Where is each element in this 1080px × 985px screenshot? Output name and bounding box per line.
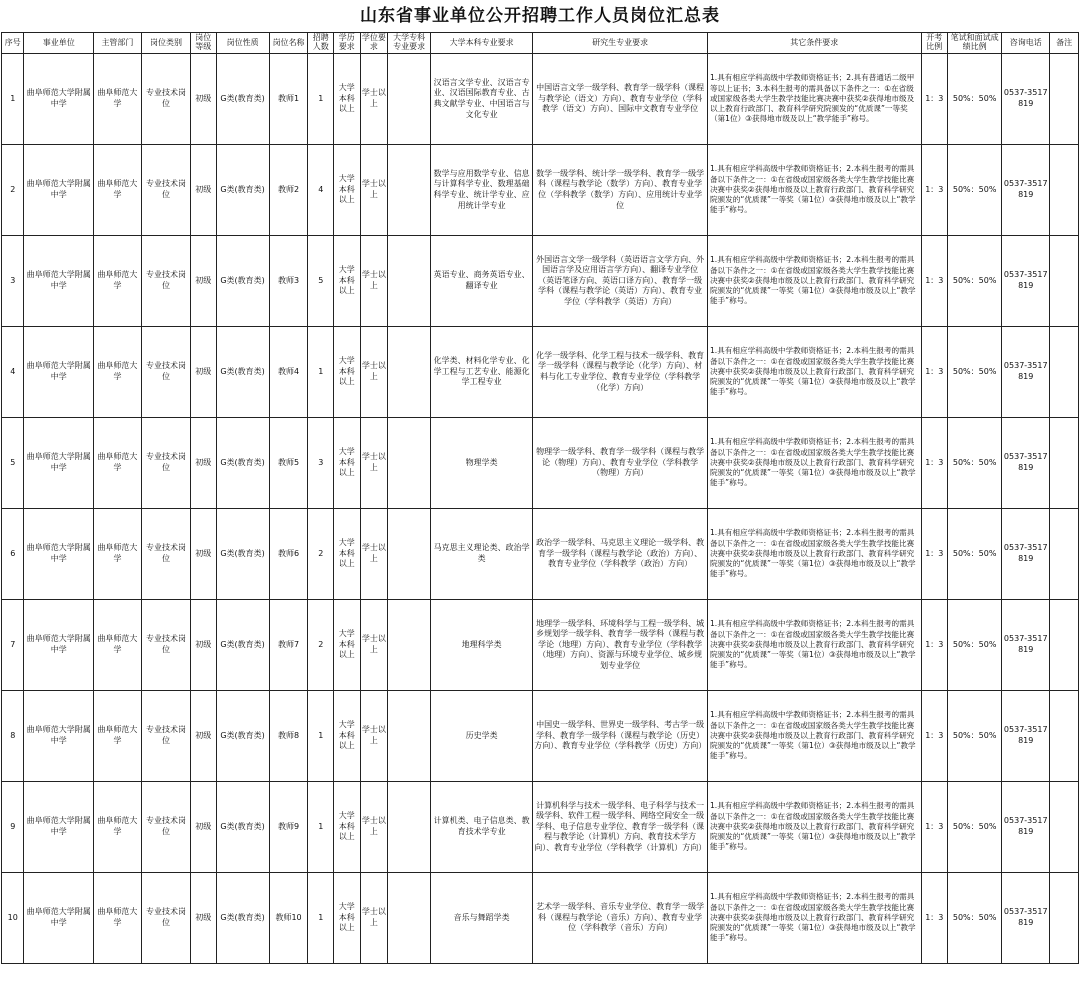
table-row [2, 54, 1079, 145]
header-edu: 学历要求 [334, 33, 361, 54]
cell-degree: 学士以上 [360, 418, 388, 509]
cell-post: 教师7 [269, 600, 308, 691]
table-row [2, 782, 1079, 873]
cell-phone: 0537-3517819 [1002, 691, 1050, 782]
cell-grad: 艺术学一级学科、音乐专业学位、教育学一级学科（课程与教学论（音乐）方向）、教育专业学位（学科教学（音乐）方向） [533, 873, 708, 964]
cell-phone: 0537-3517819 [1002, 600, 1050, 691]
cell-category: 专业技术岗位 [141, 509, 190, 600]
cell-unit: 曲阜师范大学附属中学 [24, 600, 93, 691]
cell-count: 1 [308, 327, 334, 418]
cell-college [388, 691, 431, 782]
cell-seq: 4 [2, 327, 24, 418]
cell-edu: 大学本科以上 [334, 418, 361, 509]
cell-unit: 曲阜师范大学附属中学 [24, 873, 93, 964]
header-degree: 学位要求 [360, 33, 388, 54]
cell-college [388, 782, 431, 873]
cell-grad: 物理学一级学科、教育学一级学科（课程与教学论（物理）方向）、教育专业学位（学科教学（物理）方向） [533, 418, 708, 509]
cell-bachelor: 化学类、材料化学专业、化学工程与工艺专业、能源化学工程专业 [431, 327, 533, 418]
cell-unit: 曲阜师范大学附属中学 [24, 327, 93, 418]
cell-remark [1050, 782, 1079, 873]
cell-category: 专业技术岗位 [141, 418, 190, 509]
header-phone: 咨询电话 [1002, 33, 1050, 54]
cell-count: 1 [308, 691, 334, 782]
cell-seq: 5 [2, 418, 24, 509]
cell-weight: 50%：50% [948, 236, 1002, 327]
cell-unit: 曲阜师范大学附属中学 [24, 509, 93, 600]
cell-grad: 中国史一级学科、世界史一级学科、考古学一级学科、教育学一级学科（课程与教学论（历史）方向）、教育专业学位（学科教学（历史）方向） [533, 691, 708, 782]
cell-college [388, 873, 431, 964]
cell-category: 专业技术岗位 [141, 236, 190, 327]
cell-level: 初级 [191, 327, 217, 418]
cell-degree: 学士以上 [360, 236, 388, 327]
header-grad: 研究生专业要求 [533, 33, 708, 54]
cell-level: 初级 [191, 600, 217, 691]
cell-dept: 曲阜师范大学 [93, 327, 141, 418]
cell-post: 教师2 [269, 145, 308, 236]
table-row [2, 236, 1079, 327]
cell-college [388, 509, 431, 600]
cell-grad: 中国语言文学一级学科、教育学一级学科（课程与教学论（语文）方向）、教育专业学位（学科教学（语文）方向）、国际中文教育专业学位 [533, 54, 708, 145]
cell-seq: 3 [2, 236, 24, 327]
header-other: 其它条件要求 [707, 33, 921, 54]
cell-dept: 曲阜师范大学 [93, 873, 141, 964]
cell-nature: G类(教育类) [216, 691, 269, 782]
cell-unit: 曲阜师范大学附属中学 [24, 691, 93, 782]
cell-category: 专业技术岗位 [141, 691, 190, 782]
cell-nature: G类(教育类) [216, 418, 269, 509]
cell-weight: 50%：50% [948, 145, 1002, 236]
cell-other: 1.具有相应学科高级中学教师资格证书；2.具有普通话二级甲等以上证书；3.本科生报考的需具备以下条件之一：①在省级或国家级各类大学生教学技能比赛决赛中获奖②获得地市级及以上教育行政部门、教育科学研究院颁发的“优质课”一等奖（第1位）③获得地市级及以上“教学能手”称号。 [707, 54, 921, 145]
cell-post: 教师5 [269, 418, 308, 509]
cell-weight: 50%：50% [948, 327, 1002, 418]
cell-level: 初级 [191, 873, 217, 964]
cell-college [388, 600, 431, 691]
cell-ratio: 1：3 [921, 236, 948, 327]
cell-phone: 0537-3517819 [1002, 145, 1050, 236]
cell-level: 初级 [191, 782, 217, 873]
cell-level: 初级 [191, 691, 217, 782]
cell-ratio: 1：3 [921, 509, 948, 600]
cell-college [388, 145, 431, 236]
cell-unit: 曲阜师范大学附属中学 [24, 54, 93, 145]
cell-edu: 大学本科以上 [334, 54, 361, 145]
cell-ratio: 1：3 [921, 691, 948, 782]
table-row [2, 509, 1079, 600]
cell-remark [1050, 327, 1079, 418]
cell-level: 初级 [191, 418, 217, 509]
cell-phone: 0537-3517819 [1002, 236, 1050, 327]
cell-weight: 50%：50% [948, 873, 1002, 964]
cell-ratio: 1：3 [921, 782, 948, 873]
cell-level: 初级 [191, 145, 217, 236]
cell-grad: 化学一级学科、化学工程与技术一级学科、教育学一级学科（课程与教学论（化学）方向）、材料与化工专业学位、教育专业学位（学科教学（化学）方向） [533, 327, 708, 418]
cell-degree: 学士以上 [360, 145, 388, 236]
cell-edu: 大学本科以上 [334, 509, 361, 600]
cell-nature: G类(教育类) [216, 509, 269, 600]
cell-degree: 学士以上 [360, 691, 388, 782]
header-count: 招聘人数 [308, 33, 334, 54]
cell-degree: 学士以上 [360, 782, 388, 873]
cell-dept: 曲阜师范大学 [93, 54, 141, 145]
cell-category: 专业技术岗位 [141, 873, 190, 964]
cell-grad: 外国语言文学一级学科（英语语言文学方向、外国语言学及应用语言学方向）、翻译专业学位（英语笔译方向、英语口译方向）、教育学一级学科（课程与教学论（英语）方向）、教育专业学位（学科教学（英语）方向） [533, 236, 708, 327]
cell-post: 教师3 [269, 236, 308, 327]
cell-bachelor: 历史学类 [431, 691, 533, 782]
cell-dept: 曲阜师范大学 [93, 600, 141, 691]
cell-bachelor: 英语专业、商务英语专业、翻译专业 [431, 236, 533, 327]
cell-dept: 曲阜师范大学 [93, 782, 141, 873]
cell-count: 5 [308, 236, 334, 327]
page-title: 山东省事业单位公开招聘工作人员岗位汇总表 [360, 6, 720, 26]
cell-seq: 6 [2, 509, 24, 600]
cell-bachelor: 汉语言文学专业、汉语言专业、汉语国际教育专业、古典文献学专业、中国语言与文化专业 [431, 54, 533, 145]
cell-other: 1.具有相应学科高级中学教师资格证书；2.本科生报考的需具备以下条件之一：①在省级或国家级各类大学生教学技能比赛决赛中获奖②获得地市级及以上教育行政部门、教育科学研究院颁发的“优质课”一等奖（第1位）③获得地市级及以上“教学能手”称号。 [707, 509, 921, 600]
cell-remark [1050, 691, 1079, 782]
cell-bachelor: 物理学类 [431, 418, 533, 509]
cell-nature: G类(教育类) [216, 236, 269, 327]
cell-remark [1050, 54, 1079, 145]
cell-dept: 曲阜师范大学 [93, 145, 141, 236]
cell-remark [1050, 509, 1079, 600]
cell-phone: 0537-3517819 [1002, 509, 1050, 600]
header-remark: 备注 [1050, 33, 1079, 54]
cell-phone: 0537-3517819 [1002, 782, 1050, 873]
cell-seq: 7 [2, 600, 24, 691]
cell-edu: 大学本科以上 [334, 600, 361, 691]
cell-phone: 0537-3517819 [1002, 873, 1050, 964]
cell-remark [1050, 418, 1079, 509]
cell-bachelor: 地理科学类 [431, 600, 533, 691]
cell-nature: G类(教育类) [216, 145, 269, 236]
cell-degree: 学士以上 [360, 509, 388, 600]
header-dept: 主管部门 [93, 33, 141, 54]
cell-nature: G类(教育类) [216, 600, 269, 691]
header-seq: 序号 [2, 33, 24, 54]
cell-degree: 学士以上 [360, 873, 388, 964]
cell-count: 1 [308, 873, 334, 964]
cell-category: 专业技术岗位 [141, 327, 190, 418]
cell-dept: 曲阜师范大学 [93, 691, 141, 782]
header-college: 大学专科专业要求 [388, 33, 431, 54]
cell-ratio: 1：3 [921, 600, 948, 691]
header-category: 岗位类别 [141, 33, 190, 54]
header-row [2, 33, 1079, 54]
cell-ratio: 1：3 [921, 418, 948, 509]
cell-edu: 大学本科以上 [334, 145, 361, 236]
cell-seq: 1 [2, 54, 24, 145]
cell-dept: 曲阜师范大学 [93, 236, 141, 327]
cell-level: 初级 [191, 509, 217, 600]
cell-count: 3 [308, 418, 334, 509]
cell-remark [1050, 600, 1079, 691]
cell-other: 1.具有相应学科高级中学教师资格证书；2.本科生报考的需具备以下条件之一：①在省级或国家级各类大学生教学技能比赛决赛中获奖②获得地市级及以上教育行政部门、教育科学研究院颁发的“优质课”一等奖（第1位）③获得地市级及以上“教学能手”称号。 [707, 873, 921, 964]
cell-edu: 大学本科以上 [334, 873, 361, 964]
header-post: 岗位名称 [269, 33, 308, 54]
cell-level: 初级 [191, 54, 217, 145]
header-weight: 笔试和面试成绩比例 [948, 33, 1002, 54]
cell-weight: 50%：50% [948, 600, 1002, 691]
cell-remark [1050, 236, 1079, 327]
cell-degree: 学士以上 [360, 54, 388, 145]
cell-unit: 曲阜师范大学附属中学 [24, 145, 93, 236]
table-row [2, 327, 1079, 418]
cell-college [388, 54, 431, 145]
cell-weight: 50%：50% [948, 54, 1002, 145]
header-nature: 岗位性质 [216, 33, 269, 54]
cell-post: 教师1 [269, 54, 308, 145]
table-row [2, 873, 1079, 964]
header-bachelor: 大学本科专业要求 [431, 33, 533, 54]
cell-category: 专业技术岗位 [141, 145, 190, 236]
cell-other: 1.具有相应学科高级中学教师资格证书；2.本科生报考的需具备以下条件之一：①在省级或国家级各类大学生教学技能比赛决赛中获奖②获得地市级及以上教育行政部门、教育科学研究院颁发的“优质课”一等奖（第1位）③获得地市级及以上“教学能手”称号。 [707, 600, 921, 691]
cell-bachelor: 数学与应用数学专业、信息与计算科学专业、数理基础科学专业、统计学专业、应用统计学专业 [431, 145, 533, 236]
positions-table [1, 32, 1079, 964]
cell-post: 教师8 [269, 691, 308, 782]
cell-college [388, 418, 431, 509]
cell-nature: G类(教育类) [216, 873, 269, 964]
cell-dept: 曲阜师范大学 [93, 509, 141, 600]
cell-weight: 50%：50% [948, 418, 1002, 509]
cell-seq: 9 [2, 782, 24, 873]
header-ratio: 开考比例 [921, 33, 948, 54]
cell-category: 专业技术岗位 [141, 782, 190, 873]
cell-count: 4 [308, 145, 334, 236]
table-row [2, 145, 1079, 236]
table-row [2, 691, 1079, 782]
table-row [2, 600, 1079, 691]
header-unit: 事业单位 [24, 33, 93, 54]
cell-grad: 地理学一级学科、环境科学与工程一级学科、城乡规划学一级学科、教育学一级学科（课程与教学论（地理）方向）、教育专业学位（学科教学（地理）方向）、资源与环境专业学位、城乡规划专业学位 [533, 600, 708, 691]
cell-phone: 0537-3517819 [1002, 418, 1050, 509]
cell-edu: 大学本科以上 [334, 327, 361, 418]
cell-post: 教师10 [269, 873, 308, 964]
cell-ratio: 1：3 [921, 145, 948, 236]
cell-seq: 10 [2, 873, 24, 964]
cell-grad: 数学一级学科、统计学一级学科、教育学一级学科（课程与教学论（数学）方向）、教育专业学位（学科教学（数学）方向）、应用统计专业学位 [533, 145, 708, 236]
cell-college [388, 327, 431, 418]
cell-other: 1.具有相应学科高级中学教师资格证书；2.本科生报考的需具备以下条件之一：①在省级或国家级各类大学生教学技能比赛决赛中获奖②获得地市级及以上教育行政部门、教育科学研究院颁发的“优质课”一等奖（第1位）③获得地市级及以上“教学能手”称号。 [707, 236, 921, 327]
cell-other: 1.具有相应学科高级中学教师资格证书；2.本科生报考的需具备以下条件之一：①在省级或国家级各类大学生教学技能比赛决赛中获奖②获得地市级及以上教育行政部门、教育科学研究院颁发的“优质课”一等奖（第1位）③获得地市级及以上“教学能手”称号。 [707, 782, 921, 873]
cell-post: 教师4 [269, 327, 308, 418]
cell-ratio: 1：3 [921, 54, 948, 145]
cell-bachelor: 马克思主义理论类、政治学类 [431, 509, 533, 600]
cell-bachelor: 计算机类、电子信息类、教育技术学专业 [431, 782, 533, 873]
cell-phone: 0537-3517819 [1002, 54, 1050, 145]
cell-other: 1.具有相应学科高级中学教师资格证书；2.本科生报考的需具备以下条件之一：①在省级或国家级各类大学生教学技能比赛决赛中获奖②获得地市级及以上教育行政部门、教育科学研究院颁发的“优质课”一等奖（第1位）③获得地市级及以上“教学能手”称号。 [707, 418, 921, 509]
cell-count: 2 [308, 600, 334, 691]
cell-category: 专业技术岗位 [141, 54, 190, 145]
cell-ratio: 1：3 [921, 873, 948, 964]
cell-unit: 曲阜师范大学附属中学 [24, 236, 93, 327]
cell-edu: 大学本科以上 [334, 782, 361, 873]
cell-remark [1050, 873, 1079, 964]
cell-nature: G类(教育类) [216, 327, 269, 418]
cell-category: 专业技术岗位 [141, 600, 190, 691]
cell-edu: 大学本科以上 [334, 236, 361, 327]
cell-count: 1 [308, 782, 334, 873]
cell-weight: 50%：50% [948, 509, 1002, 600]
cell-grad: 政治学一级学科、马克思主义理论一级学科、教育学一级学科（课程与教学论（政治）方向）、教育专业学位（学科教学（政治）方向） [533, 509, 708, 600]
cell-remark [1050, 145, 1079, 236]
cell-unit: 曲阜师范大学附属中学 [24, 782, 93, 873]
cell-unit: 曲阜师范大学附属中学 [24, 418, 93, 509]
cell-ratio: 1：3 [921, 327, 948, 418]
cell-weight: 50%：50% [948, 782, 1002, 873]
cell-count: 1 [308, 54, 334, 145]
cell-degree: 学士以上 [360, 600, 388, 691]
cell-level: 初级 [191, 236, 217, 327]
cell-seq: 8 [2, 691, 24, 782]
cell-nature: G类(教育类) [216, 782, 269, 873]
cell-phone: 0537-3517819 [1002, 327, 1050, 418]
cell-weight: 50%：50% [948, 691, 1002, 782]
cell-other: 1.具有相应学科高级中学教师资格证书；2.本科生报考的需具备以下条件之一：①在省级或国家级各类大学生教学技能比赛决赛中获奖②获得地市级及以上教育行政部门、教育科学研究院颁发的“优质课”一等奖（第1位）③获得地市级及以上“教学能手”称号。 [707, 327, 921, 418]
cell-grad: 计算机科学与技术一级学科、电子科学与技术一级学科、软件工程一级学科、网络空间安全一级学科、电子信息专业学位、教育学一级学科（课程与教学论（计算机）方向、教育技术学方向）、教育专业学位（学科教学（计算机）方向） [533, 782, 708, 873]
cell-college [388, 236, 431, 327]
cell-degree: 学士以上 [360, 327, 388, 418]
cell-seq: 2 [2, 145, 24, 236]
cell-nature: G类(教育类) [216, 54, 269, 145]
header-level: 岗位等级 [191, 33, 217, 54]
cell-bachelor: 音乐与舞蹈学类 [431, 873, 533, 964]
cell-count: 2 [308, 509, 334, 600]
cell-other: 1.具有相应学科高级中学教师资格证书；2.本科生报考的需具备以下条件之一：①在省级或国家级各类大学生教学技能比赛决赛中获奖②获得地市级及以上教育行政部门、教育科学研究院颁发的“优质课”一等奖（第1位）③获得地市级及以上“教学能手”称号。 [707, 691, 921, 782]
cell-post: 教师6 [269, 509, 308, 600]
cell-other: 1.具有相应学科高级中学教师资格证书；2.本科生报考的需具备以下条件之一：①在省级或国家级各类大学生教学技能比赛决赛中获奖②获得地市级及以上教育行政部门、教育科学研究院颁发的“优质课”一等奖（第1位）③获得地市级及以上“教学能手”称号。 [707, 145, 921, 236]
table-row [2, 418, 1079, 509]
cell-dept: 曲阜师范大学 [93, 418, 141, 509]
cell-post: 教师9 [269, 782, 308, 873]
cell-edu: 大学本科以上 [334, 691, 361, 782]
